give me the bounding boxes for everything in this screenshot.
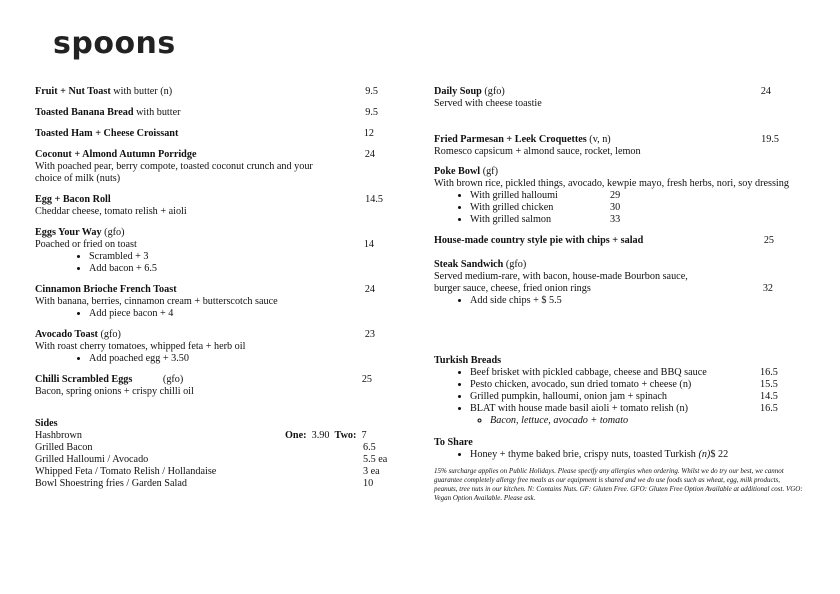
item-description: Served with cheese toastie	[434, 98, 542, 109]
side-row: Grilled Halloumi / Avocado 5.5 ea	[35, 454, 388, 465]
menu-item: Poke Bowl (gf) With brown rice, pickled things, avocado, kewpie mayo, fresh herbs, nori, soy dressing • With grilled halloumi 29 • With grilled chicken 30 • With grilled salmon 33	[434, 166, 809, 226]
addon: • Add poached egg + 3.50	[89, 353, 395, 365]
item-name: Poke Bowl	[434, 166, 481, 177]
item-name: Toasted Banana Bread	[35, 107, 134, 118]
option-list	[434, 190, 809, 226]
item-name: Toasted Ham + Cheese Croissant	[35, 128, 179, 139]
item-price: 12	[363, 128, 374, 139]
menu-item: Fried Parmesan + Leek Croquettes (v, n) 19.5 Romesco capsicum + almond sauce, rocket, lemon	[434, 134, 809, 158]
list-item: • Beef brisket with pickled cabbage, cheese and BBQ sauce 16.5	[470, 367, 809, 379]
side-price: 5.5 ea	[363, 454, 388, 465]
addon-list	[35, 308, 395, 320]
option: • With grilled salmon 33	[470, 214, 809, 226]
item-name: Fruit + Nut Toast	[35, 86, 111, 97]
item-price: 23	[364, 329, 375, 340]
item-description: Poached or fried on toast 14	[35, 239, 374, 250]
side-row: Grilled Bacon 6.5	[35, 442, 376, 453]
item-name: Chilli Scrambled Eggs	[35, 374, 133, 385]
item-description: With banana, berries, cinnamon cream + butterscotch sauce	[35, 296, 278, 307]
right-column	[434, 86, 809, 503]
item-description: Bacon, spring onions + crispy chilli oil	[35, 386, 194, 397]
share-section	[434, 437, 809, 461]
item-price: 14.5	[365, 194, 383, 205]
item-price: 9.5	[365, 107, 378, 118]
side-row: Bowl Shoestring fries / Garden Salad 10	[35, 478, 374, 489]
menu-item: Toasted Banana Bread with butter 9.5	[35, 107, 378, 118]
allergy-note: 15% surcharge applies on Public Holidays. Please specify any allergies when ordering. Whilst we do try our best, we cannot guarantee completely allergy free meals as our equipment is shared and we do use foods such as wheat, egg, milk products, peanuts, tree nuts in our kitchen. N: Contains Nuts. GF: Gluten Free. GFO: Gluten Free Option Available at additional cost. VGO: Vegan Option Available. Please ask.	[434, 467, 803, 502]
side-row: Hashbrown One: 3.90 Two: 7	[35, 430, 367, 441]
list-item: • Honey + thyme baked brie, crispy nuts, toasted Turkish (n)$ 22	[470, 449, 809, 461]
option: • With grilled halloumi 29	[470, 190, 809, 202]
addon: • Scrambled + 3	[89, 251, 395, 263]
item-price: 24	[760, 86, 771, 97]
item-name: House-made country style pie with chips + salad	[434, 235, 644, 246]
menu-item	[35, 194, 395, 218]
menu-item: Avocado Toast (gfo) 23 With roast cherry tomatoes, whipped feta + herb oil • Add poached egg + 3.50	[35, 329, 395, 365]
item-name: Coconut + Almond Autumn Porridge	[35, 149, 197, 160]
item-description: With brown rice, pickled things, avocado, kewpie mayo, fresh herbs, nori, soy dressing	[434, 178, 789, 189]
section-title: Turkish Breads	[434, 355, 502, 366]
sides-section	[35, 418, 395, 490]
side-price: 6.5	[363, 442, 376, 453]
item-price: 19.5	[761, 134, 779, 145]
item-name: Fried Parmesan + Leek Croquettes	[434, 134, 587, 145]
item-name: Cinnamon Brioche French Toast	[35, 284, 177, 295]
sub-item: ◦ Bacon, lettuce, avocado + tomato	[490, 415, 809, 427]
item-price: 9.5	[365, 86, 378, 97]
item-price: 24	[364, 284, 375, 295]
menu-item: Daily Soup (gfo) 24 Served with cheese toastie	[434, 86, 809, 110]
side-price: 3 ea	[363, 466, 380, 477]
turkish-list	[434, 367, 809, 427]
menu-item: Fruit + Nut Toast with butter (n) 9.5	[35, 86, 378, 97]
addon: • Add piece bacon + 4	[89, 308, 395, 320]
menu-item	[35, 128, 395, 140]
addon-list	[434, 295, 809, 307]
turkish-section	[434, 355, 809, 427]
addon-list	[35, 353, 395, 365]
menu-item: Steak Sandwich (gfo) Served medium-rare, with bacon, house-made Bourbon sauce, burger sauce, cheese, fried onion rings 32 • Add side chips + $ 5.5	[434, 259, 809, 307]
item-name: Avocado Toast	[35, 329, 98, 340]
item-description: Cheddar cheese, tomato relish + aioli	[35, 206, 187, 217]
list-item: • BLAT with house made basil aioli + tomato relish (n) 16.5 ◦ Bacon, lettuce, avocado + tomato	[470, 403, 809, 427]
brand-logo: spoons	[53, 26, 176, 61]
addon: • Add side chips + $ 5.5	[470, 295, 809, 307]
item-name: Steak Sandwich	[434, 259, 504, 270]
item-price: 14	[363, 239, 374, 250]
list-item: • Grilled pumpkin, halloumi, onion jam + spinach 14.5	[470, 391, 809, 403]
item-price: 32	[762, 283, 773, 294]
list-item: • Pesto chicken, avocado, sun dried tomato + cheese (n) 15.5	[470, 379, 809, 391]
menu-item	[35, 149, 395, 185]
menu-item	[434, 235, 809, 247]
item-price: 24	[364, 149, 375, 160]
item-name: Eggs Your Way	[35, 227, 102, 238]
item-name: Daily Soup	[434, 86, 482, 97]
item-description: With roast cherry tomatoes, whipped feta + herb oil	[35, 341, 246, 352]
menu-item: Chilli Scrambled Eggs (gfo) 25 Bacon, spring onions + crispy chilli oil	[35, 374, 395, 398]
section-title: To Share	[434, 437, 473, 448]
menu-item	[35, 284, 395, 320]
item-price: 25	[763, 235, 774, 246]
item-description: Served medium-rare, with bacon, house-made Bourbon sauce,	[434, 271, 688, 282]
side-row: Whipped Feta / Tomato Relish / Hollandaise 3 ea	[35, 466, 380, 477]
left-column	[35, 86, 395, 490]
addon: • Add bacon + 6.5	[89, 263, 395, 275]
item-description: Romesco capsicum + almond sauce, rocket, lemon	[434, 146, 641, 157]
menu-item: Eggs Your Way (gfo) Poached or fried on toast 14 • Scrambled + 3 • Add bacon + 6.5	[35, 227, 395, 275]
addon-list	[35, 251, 395, 275]
item-name: Egg + Bacon Roll	[35, 194, 111, 205]
option: • With grilled chicken 30	[470, 202, 809, 214]
side-price: 10	[363, 478, 374, 489]
section-title: Sides	[35, 418, 58, 429]
item-description: With poached pear, berry compote, toasted coconut crunch and your choice of milk (nuts)	[35, 161, 313, 184]
item-price: 25	[361, 374, 372, 385]
